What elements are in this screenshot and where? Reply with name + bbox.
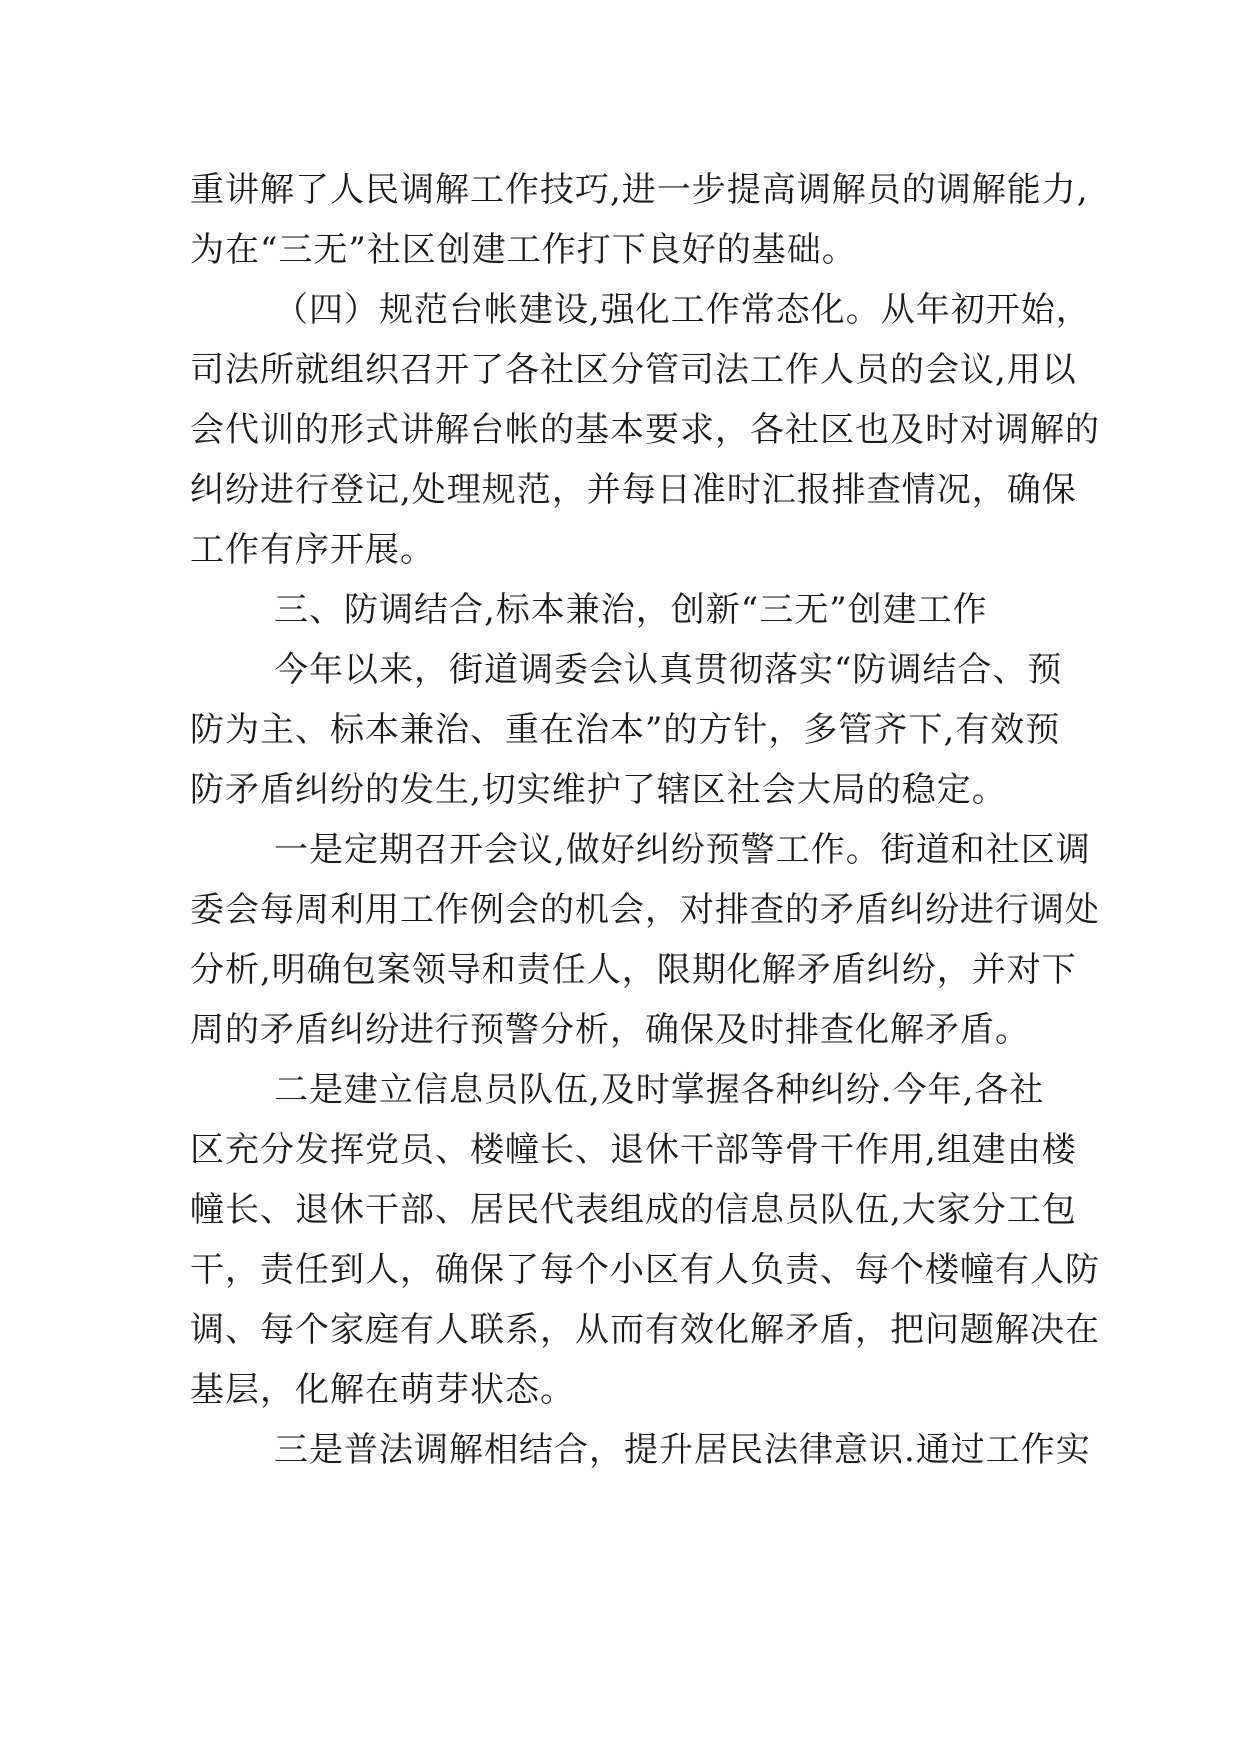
text-line: 防为主、标本兼治、重在治本”的方针，多管齐下,有效预 <box>190 710 1061 750</box>
text-line: 会代训的形式讲解台帐的基本要求，各社区也及时对调解的 <box>190 410 1100 450</box>
text-line: 为在“三无”社区创建工作打下良好的基础。 <box>190 230 857 270</box>
body-text <box>190 160 1100 1480</box>
text-line: 周的矛盾纠纷进行预警分析，确保及时排查化解矛盾。 <box>190 1010 1030 1050</box>
paragraph-start: 一是定期召开会议,做好纠纷预警工作。街道和社区调 <box>274 830 1091 870</box>
text-line: 基层，化解在萌芽状态。 <box>190 1370 575 1410</box>
paragraph-start: 三是普法调解相结合，提升居民法律意识.通过工作实 <box>274 1430 1091 1470</box>
text-line: 区充分发挥党员、楼幢长、退休干部等骨干作用,组建由楼 <box>190 1130 1077 1170</box>
text-line: 纠纷进行登记,处理规范，并每日准时汇报排查情况，确保 <box>190 470 1077 510</box>
text-line: 防矛盾纠纷的发生,切实维护了辖区社会大局的稳定。 <box>190 770 1007 810</box>
paragraph-start: 今年以来，街道调委会认真贯彻落实“防调结合、预 <box>274 650 1063 690</box>
text-line: 委会每周利用工作例会的机会，对排查的矛盾纠纷进行调处 <box>190 890 1100 930</box>
paragraph-start: 二是建立信息员队伍,及时掌握各种纠纷.今年,各社 <box>274 1070 1045 1110</box>
text-line: 司法所就组织召开了各社区分管司法工作人员的会议,用以 <box>190 350 1077 390</box>
text-line: 工作有序开展。 <box>190 530 435 570</box>
text-line: 调、每个家庭有人联系，从而有效化解矛盾，把问题解决在 <box>190 1310 1100 1350</box>
text-line: 分析,明确包案领导和责任人，限期化解矛盾纠纷，并对下 <box>190 950 1077 990</box>
text-line: 干，责任到人，确保了每个小区有人负责、每个楼幢有人防 <box>190 1250 1100 1290</box>
section-heading: （四）规范台帐建设,强化工作常态化。从年初开始， <box>274 290 1091 330</box>
section-heading: 三、防调结合,标本兼治，创新“三无”创建工作 <box>274 590 988 630</box>
text-line: 幢长、退休干部、居民代表组成的信息员队伍,大家分工包 <box>190 1190 1077 1230</box>
text-line: 重讲解了人民调解工作技巧,进一步提高调解员的调解能力, <box>190 170 1089 210</box>
